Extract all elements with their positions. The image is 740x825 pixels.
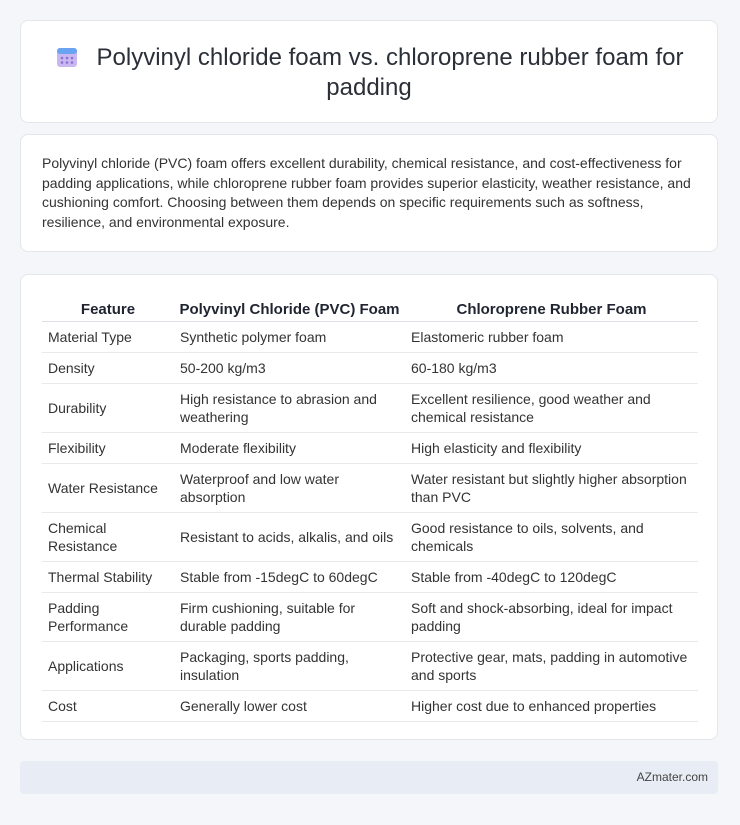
header-feature: Feature [42,297,174,322]
pvc-cell: Generally lower cost [174,691,405,722]
pvc-cell: Stable from -15degC to 60degC [174,562,405,593]
feature-cell: Density [42,353,174,384]
feature-cell: Durability [42,384,174,433]
summary-text: Polyvinyl chloride (PVC) foam offers excellent durability, chemical resistance, and cost-effectiveness for padding applications, while chloroprene rubber foam provides superior elasticity, weather resistance, and cushioning comfort. Choosing between them depends on specific requirements such as softness, resilience, and environmental exposure. [42,155,691,230]
table-row [42,691,698,722]
pvc-cell: Synthetic polymer foam [174,322,405,353]
table-row [42,642,698,691]
pvc-cell: High resistance to abrasion and weathering [174,384,405,433]
feature-cell: Chemical Resistance [42,513,174,562]
comparison-table [42,297,698,722]
footer-brand: AZmater.com [636,770,708,784]
table-row [42,322,698,353]
chloroprene-cell: High elasticity and flexibility [405,433,698,464]
pvc-cell: Waterproof and low water absorption [174,464,405,513]
chloroprene-cell: Higher cost due to enhanced properties [405,691,698,722]
chloroprene-cell: Soft and shock-absorbing, ideal for impact padding [405,593,698,642]
table-row [42,562,698,593]
summary-card [20,134,718,252]
feature-cell: Padding Performance [42,593,174,642]
chloroprene-cell: Good resistance to oils, solvents, and chemicals [405,513,698,562]
chloroprene-cell: Stable from -40degC to 120degC [405,562,698,593]
title-card [20,20,718,123]
feature-cell: Thermal Stability [42,562,174,593]
table-header-row [42,297,698,322]
calendar-icon [55,45,79,69]
page-title-text: Polyvinyl chloride foam vs. chloroprene rubber foam for padding [96,44,684,101]
pvc-cell: Moderate flexibility [174,433,405,464]
table-row [42,433,698,464]
feature-cell: Flexibility [42,433,174,464]
feature-cell: Water Resistance [42,464,174,513]
header-pvc: Polyvinyl Chloride (PVC) Foam [174,297,405,322]
pvc-cell: Resistant to acids, alkalis, and oils [174,513,405,562]
chloroprene-cell: Excellent resilience, good weather and chemical resistance [405,384,698,433]
chloroprene-cell: Protective gear, mats, padding in automotive and sports [405,642,698,691]
feature-cell: Applications [42,642,174,691]
feature-cell: Cost [42,691,174,722]
header-chloroprene: Chloroprene Rubber Foam [405,297,698,322]
comparison-table-card [20,274,718,740]
chloroprene-cell: Elastomeric rubber foam [405,322,698,353]
table-row [42,353,698,384]
pvc-cell: 50-200 kg/m3 [174,353,405,384]
footer-bar [20,761,718,794]
pvc-cell: Packaging, sports padding, insulation [174,642,405,691]
table-row [42,384,698,433]
feature-cell: Material Type [42,322,174,353]
chloroprene-cell: 60-180 kg/m3 [405,353,698,384]
pvc-cell: Firm cushioning, suitable for durable padding [174,593,405,642]
table-row [42,513,698,562]
table-row [42,464,698,513]
page-title [41,43,697,103]
chloroprene-cell: Water resistant but slightly higher absorption than PVC [405,464,698,513]
table-row [42,593,698,642]
